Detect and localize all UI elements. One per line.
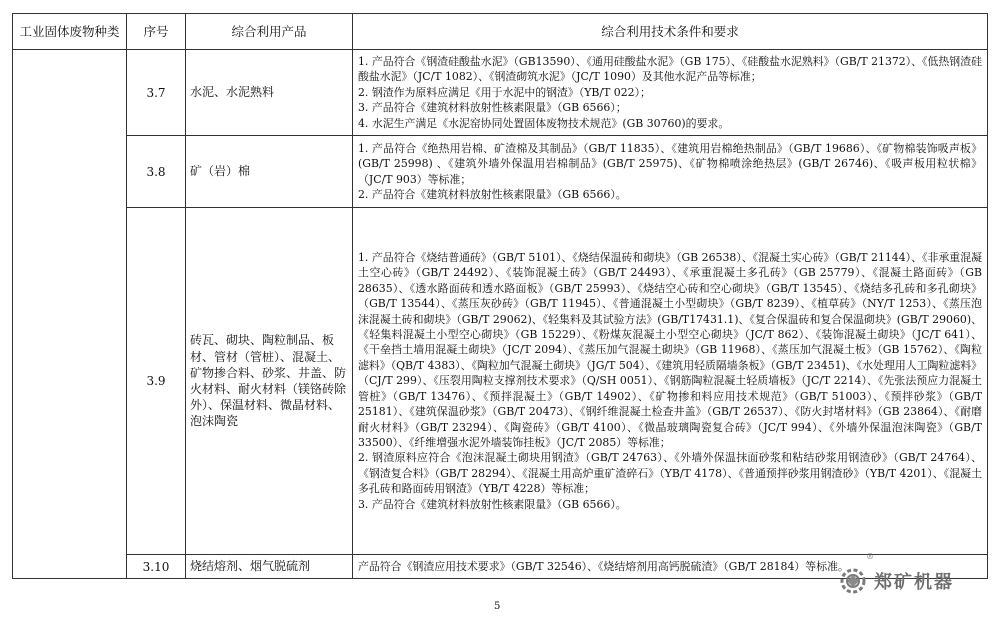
header-seq: 序号: [127, 14, 186, 50]
standards-table: [12, 13, 988, 579]
requirement-line: 1. 产品符合《烧结普通砖》（GB/T 5101）、《烧结保温砖和砌块》（GB 26538）、《混凝土实心砖》（GB/T 21144）、《非承重混凝土空心砖》（GB/T 24492）、《装饰混凝土砖》（GB/T 24493）、《承重混凝土多孔砖》（GB 25779）、《混凝土路面砖》（GB 28635）、《透水路面砖和透水路面板》（GB/T 25993）、《烧结空心砖和空心砌块》（GB/T 13545）、《烧结多孔砖和多孔砌块》（GB/T 13544）、《蒸压灰砂砖》（GB/T 11945）、《普通混凝土小型砌块》（GB/T 8239）、《植草砖》（NY/T 1253）、《蒸压泡沫混凝土砖和砌块》（GB/T 29062)、《轻集料及其试验方法》(GB/T17431.1)、《复合保温砖和复合保温砌块》(GB/T 29060)、《轻集料混凝土小型空心砌块》（GB 15229）、《粉煤灰混凝土小型空心砌块》（JC/T 862）、《装饰混凝土砌块》（JC/T 641）、《干垒挡土墙用混凝土砌块》（JC/T 2094）、《蒸压加气混凝土砌块》（GB 11968）、《蒸压加气混凝土板》（GB 15762）、《陶粒滤料》（QB/T 4383）、《陶粒加气混凝土砌块》（JG/T 504）、《建筑用轻质隔墙条板》（GB/T 23451)、《水处理用人工陶粒滤料》（CJ/T 299）、《压裂用陶粒支撑剂技术要求》（Q/SH 0051）、《钢筋陶粒混凝土轻质墙板》（JC/T 2214）、《先张法预应力混凝土管桩》（GB/T 13476）、《预拌混凝土》（GB/T 14902）、《矿物掺和料应用技术规范》（GB/T 51003）、《预拌砂浆》（GB/T 25181）、《建筑保温砂浆》（GB/T 20473）、《钢纤维混凝土检查井盖》（GB/T 26537）、《防火封堵材料》（GB 23864）、《耐磨耐火材料》（GB/T 23294）、《陶瓷砖》（GB/T 4100）、《微晶玻璃陶瓷复合砖》（JC/T 994）、《外墙外保温泡沫陶瓷》（GB/T 33500）、《纤维增强水泥外墙装饰挂板》（JC/T 2085）等标准；: [358, 251, 982, 449]
row-product: 矿（岩）棉: [186, 136, 353, 208]
table-header-row: [13, 14, 988, 50]
row-seq: 3.10: [127, 555, 186, 579]
table-row: [13, 136, 988, 208]
requirement-line: 3. 产品符合《建筑材料放射性核素限量》（GB 6566）。: [358, 497, 627, 511]
page-number: 5: [494, 601, 501, 612]
row-product: 砖瓦、砌块、陶粒制品、板材、管材（管桩）、混凝土、矿物掺合料、砂浆、井盖、防火材料、耐火材料（镁铬砖除外）、保温材料、微晶材料、泡沫陶瓷: [186, 208, 353, 555]
row-requirements: [353, 208, 988, 555]
category-cell: [13, 50, 127, 579]
requirement-line: 3. 产品符合《建筑材料放射性核素限量》（GB 6566）；: [358, 101, 627, 115]
row-product: 烧结熔剂、烟气脱硫剂: [186, 555, 353, 579]
row-requirements: [353, 136, 988, 208]
gear-logo-icon: [836, 566, 870, 596]
requirement-line: 2. 钢渣作为原料应满足《用于水泥中的钢渣》（YB/T 022）；: [358, 85, 651, 99]
watermark: [836, 563, 991, 599]
registered-mark: ®: [866, 552, 874, 561]
row-requirements: [353, 50, 988, 136]
watermark-text: 郑矿机器: [874, 572, 954, 593]
row-seq: 3.9: [127, 208, 186, 555]
requirement-line: 1. 产品符合《绝热用岩棉、矿渣棉及其制品》（GB/T 11835）、《建筑用岩棉绝热制品》（GB/T 19686）、《矿物棉装饰吸声板》(GB/T 25998) 、《建筑外墙外保温用岩棉制品》(GB/T 25975)、《矿物棉喷涂绝热层》(GB/T 26746)、《吸声板用粒状棉》（JC/T 903）等标准；: [358, 141, 982, 186]
row-product: 水泥、水泥熟料: [186, 50, 353, 136]
requirement-line: 1. 产品符合《钢渣硅酸盐水泥》（GB13590）、《通用硅酸盐水泥》（GB 175）、《硅酸盐水泥熟料》（GB/T 21372）、《低热钢渣硅酸盐水泥》（JC/T 1082）、《钢渣砌筑水泥》（JC/T 1090）及其他水泥产品等标准；: [358, 54, 982, 84]
requirement-line: 2. 产品符合《建筑材料放射性核素限量》（GB 6566）。: [358, 187, 627, 201]
requirement-line: 2. 钢渣原料应符合《泡沫混凝土砌块用钢渣》（GB/T 24763）、《外墙外保温抹面砂浆和粘结砂浆用钢渣砂》（GB/T 24764）、《钢渣复合料》（GB/T 28294）、《混凝土用高炉重矿渣碎石》（YB/T 4178）、《普通预拌砂浆用钢渣砂》（YB/T 4201）、《混凝土多孔砖和路面砖用钢渣》（YB/T 4228）等标准；: [358, 451, 982, 496]
table-row: [13, 208, 988, 555]
table-row: [13, 50, 988, 136]
requirement-line: 产品符合《钢渣应用技术要求》（GB/T 32546）、《烧结熔剂用高钙脱硫渣》（GB/T 28184）等标准。: [358, 559, 849, 573]
header-product: 综合利用产品: [186, 14, 353, 50]
header-category: 工业固体废物种类: [13, 14, 127, 50]
row-seq: 3.7: [127, 50, 186, 136]
row-seq: 3.8: [127, 136, 186, 208]
requirement-line: 4. 水泥生产满足《水泥窑协同处置固体废物技术规范》(GB 30760)的要求。: [358, 116, 730, 130]
header-requirements: 综合利用技术条件和要求: [353, 14, 988, 50]
